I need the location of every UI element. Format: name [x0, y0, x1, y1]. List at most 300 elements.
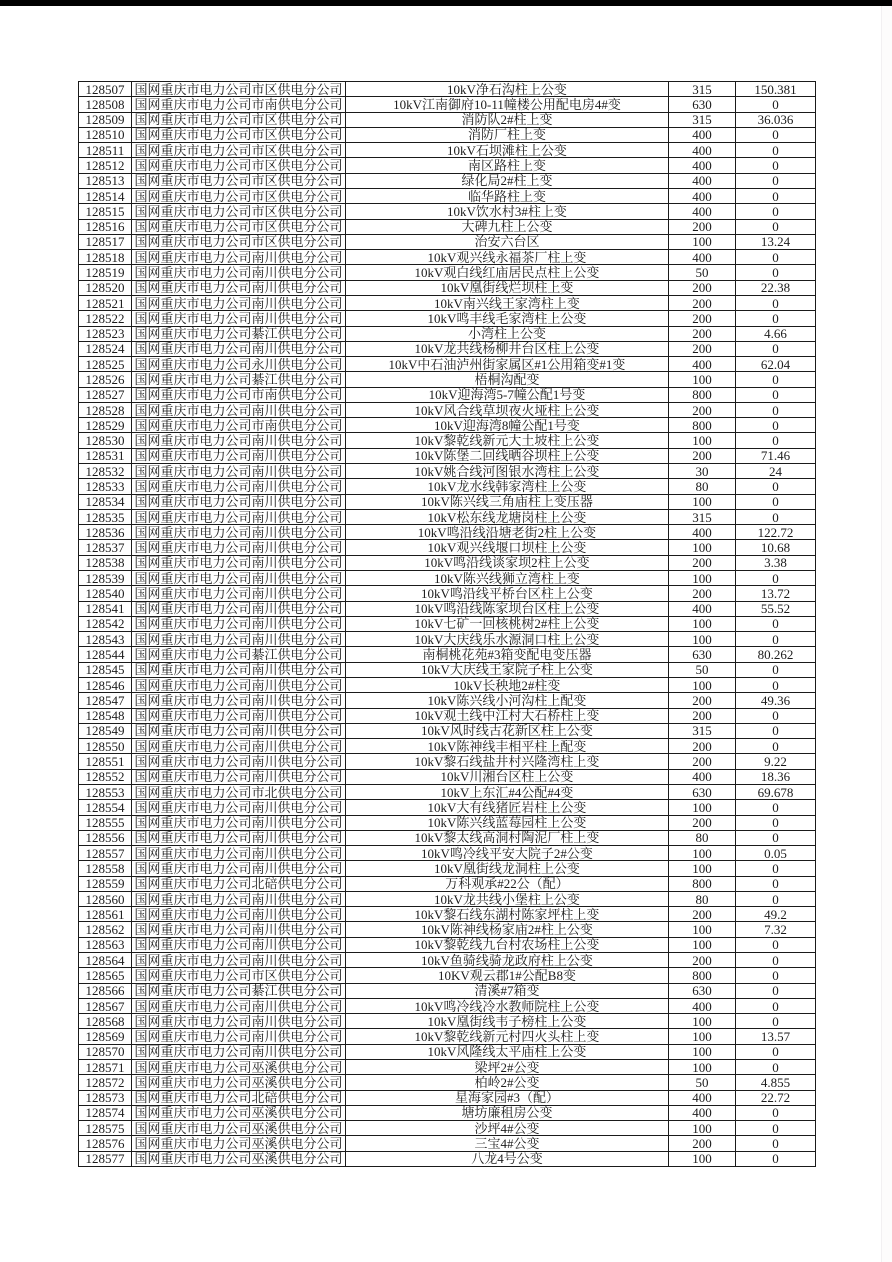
cell-company: 国网重庆市电力公司南川供电分公司	[132, 250, 346, 265]
cell-record-id: 128555	[79, 815, 132, 830]
cell-capacity: 80	[669, 830, 736, 845]
cell-value: 0	[736, 494, 816, 509]
cell-company: 国网重庆市电力公司南川供电分公司	[132, 662, 346, 677]
cell-capacity: 400	[669, 998, 736, 1013]
cell-record-id: 128571	[79, 1060, 132, 1075]
cell-equipment-name: 星海家园#3（配）	[346, 1090, 669, 1105]
cell-equipment-name: 10kV龙水线韩家湾柱上公变	[346, 479, 669, 494]
table-row	[79, 234, 816, 249]
cell-value: 7.32	[736, 922, 816, 937]
cell-record-id: 128544	[79, 647, 132, 662]
cell-capacity: 100	[669, 677, 736, 692]
cell-capacity: 800	[669, 418, 736, 433]
cell-record-id: 128577	[79, 1151, 132, 1166]
cell-record-id: 128511	[79, 143, 132, 158]
cell-company: 国网重庆市电力公司南川供电分公司	[132, 708, 346, 723]
cell-value: 0	[736, 998, 816, 1013]
cell-company: 国网重庆市电力公司北碚供电分公司	[132, 876, 346, 891]
table-row	[79, 1090, 816, 1105]
cell-capacity: 100	[669, 494, 736, 509]
cell-value: 0	[736, 341, 816, 356]
cell-value: 80.262	[736, 647, 816, 662]
cell-capacity: 800	[669, 387, 736, 402]
cell-equipment-name: 10kV南兴线王家湾柱上变	[346, 295, 669, 310]
cell-value: 0	[736, 265, 816, 280]
table-row	[79, 677, 816, 692]
cell-record-id: 128517	[79, 234, 132, 249]
cell-equipment-name: 10kV鸣沿线谈家坝2柱上公变	[346, 555, 669, 570]
table-row	[79, 846, 816, 861]
cell-company: 国网重庆市电力公司市区供电分公司	[132, 234, 346, 249]
cell-company: 国网重庆市电力公司南川供电分公司	[132, 754, 346, 769]
table-row	[79, 494, 816, 509]
cell-equipment-name: 10kV陈兴线三角庙柱上变压器	[346, 494, 669, 509]
table-row	[79, 158, 816, 173]
cell-capacity: 400	[669, 525, 736, 540]
table-row	[79, 311, 816, 326]
cell-capacity: 30	[669, 464, 736, 479]
cell-capacity: 100	[669, 937, 736, 952]
cell-record-id: 128558	[79, 861, 132, 876]
cell-company: 国网重庆市电力公司市区供电分公司	[132, 143, 346, 158]
cell-company: 国网重庆市电力公司南川供电分公司	[132, 571, 346, 586]
cell-company: 国网重庆市电力公司南川供电分公司	[132, 937, 346, 952]
cell-equipment-name: 10kV黎乾线新元大土坡柱上公变	[346, 433, 669, 448]
transformer-records-table	[78, 81, 816, 1167]
table-row	[79, 647, 816, 662]
cell-record-id: 128559	[79, 876, 132, 891]
cell-equipment-name: 10kV凰街线韦子榜柱上公变	[346, 1014, 669, 1029]
cell-capacity: 630	[669, 97, 736, 112]
cell-value: 0	[736, 739, 816, 754]
cell-company: 国网重庆市电力公司南川供电分公司	[132, 479, 346, 494]
cell-capacity: 200	[669, 907, 736, 922]
cell-capacity: 400	[669, 1090, 736, 1105]
cell-record-id: 128563	[79, 937, 132, 952]
cell-company: 国网重庆市电力公司南川供电分公司	[132, 280, 346, 295]
cell-value: 0	[736, 143, 816, 158]
cell-equipment-name: 10kV七矿一回核桃树2#柱上公变	[346, 616, 669, 631]
cell-record-id: 128545	[79, 662, 132, 677]
cell-equipment-name: 大碑九柱上公变	[346, 219, 669, 234]
cell-value: 0	[736, 1060, 816, 1075]
cell-capacity: 400	[669, 143, 736, 158]
cell-company: 国网重庆市电力公司南川供电分公司	[132, 295, 346, 310]
table-row	[79, 341, 816, 356]
cell-value: 0	[736, 387, 816, 402]
cell-value: 49.36	[736, 693, 816, 708]
table-row	[79, 97, 816, 112]
cell-equipment-name: 10kV长秧地2#柱变	[346, 677, 669, 692]
cell-company: 国网重庆市电力公司市南供电分公司	[132, 387, 346, 402]
cell-company: 国网重庆市电力公司市区供电分公司	[132, 127, 346, 142]
cell-company: 国网重庆市电力公司綦江供电分公司	[132, 372, 346, 387]
cell-equipment-name: 10kV龙共线杨柳井台区柱上公变	[346, 341, 669, 356]
cell-company: 国网重庆市电力公司綦江供电分公司	[132, 983, 346, 998]
cell-equipment-name: 10kV观兴线堰口坝柱上公变	[346, 540, 669, 555]
table-row	[79, 616, 816, 631]
cell-record-id: 128573	[79, 1090, 132, 1105]
cell-value: 0	[736, 1121, 816, 1136]
cell-value: 0	[736, 953, 816, 968]
cell-value: 0	[736, 250, 816, 265]
cell-equipment-name: 10kV鸣丰线毛家湾柱上公变	[346, 311, 669, 326]
cell-value: 0	[736, 891, 816, 906]
cell-equipment-name: 10kV观土线中江村大石桥柱上变	[346, 708, 669, 723]
cell-record-id: 128556	[79, 830, 132, 845]
cell-equipment-name: 10kV松东线龙塘岗柱上公变	[346, 509, 669, 524]
cell-equipment-name: 10kV观白线红庙居民点柱上公变	[346, 265, 669, 280]
table-row	[79, 815, 816, 830]
cell-company: 国网重庆市电力公司巫溪供电分公司	[132, 1075, 346, 1090]
cell-capacity: 100	[669, 800, 736, 815]
cell-capacity: 100	[669, 1060, 736, 1075]
cell-value: 0	[736, 861, 816, 876]
cell-company: 国网重庆市电力公司南川供电分公司	[132, 311, 346, 326]
cell-equipment-name: 10kV迎海湾5-7幢公配1号变	[346, 387, 669, 402]
table-row	[79, 800, 816, 815]
table-row	[79, 998, 816, 1013]
cell-record-id: 128566	[79, 983, 132, 998]
cell-capacity: 100	[669, 433, 736, 448]
cell-value: 0	[736, 97, 816, 112]
cell-capacity: 200	[669, 739, 736, 754]
cell-capacity: 100	[669, 1029, 736, 1044]
cell-company: 国网重庆市电力公司南川供电分公司	[132, 494, 346, 509]
cell-capacity: 315	[669, 723, 736, 738]
cell-company: 国网重庆市电力公司市区供电分公司	[132, 968, 346, 983]
cell-capacity: 200	[669, 708, 736, 723]
cell-equipment-name: 10kV石坝滩柱上公变	[346, 143, 669, 158]
cell-record-id: 128551	[79, 754, 132, 769]
cell-equipment-name: 10kV大庆线王家院子柱上公变	[346, 662, 669, 677]
cell-company: 国网重庆市电力公司南川供电分公司	[132, 341, 346, 356]
cell-equipment-name: 10kV陈兴线小河沟柱上配变	[346, 693, 669, 708]
cell-capacity: 100	[669, 616, 736, 631]
table-row	[79, 662, 816, 677]
cell-record-id: 128576	[79, 1136, 132, 1151]
cell-equipment-name: 柏岭2#公变	[346, 1075, 669, 1090]
table-row	[79, 1121, 816, 1136]
table-row	[79, 173, 816, 188]
table-row	[79, 723, 816, 738]
cell-record-id: 128523	[79, 326, 132, 341]
cell-equipment-name: 南区路柱上变	[346, 158, 669, 173]
cell-equipment-name: 10kV凰街线烂坝柱上变	[346, 280, 669, 295]
cell-record-id: 128565	[79, 968, 132, 983]
cell-value: 150.381	[736, 82, 816, 97]
table-row	[79, 127, 816, 142]
cell-record-id: 128543	[79, 632, 132, 647]
table-row	[79, 295, 816, 310]
cell-equipment-name: 梁坪2#公变	[346, 1060, 669, 1075]
cell-record-id: 128549	[79, 723, 132, 738]
cell-equipment-name: 临华路柱上变	[346, 188, 669, 203]
cell-capacity: 400	[669, 188, 736, 203]
cell-value: 10.68	[736, 540, 816, 555]
table-row	[79, 830, 816, 845]
cell-company: 国网重庆市电力公司市南供电分公司	[132, 418, 346, 433]
cell-record-id: 128564	[79, 953, 132, 968]
cell-value: 0	[736, 983, 816, 998]
cell-value: 0	[736, 723, 816, 738]
table-row	[79, 326, 816, 341]
table-row	[79, 1075, 816, 1090]
cell-company: 国网重庆市电力公司巫溪供电分公司	[132, 1060, 346, 1075]
cell-equipment-name: 10kV龙共线小堡柱上公变	[346, 891, 669, 906]
cell-company: 国网重庆市电力公司南川供电分公司	[132, 815, 346, 830]
cell-company: 国网重庆市电力公司南川供电分公司	[132, 433, 346, 448]
cell-record-id: 128552	[79, 769, 132, 784]
cell-value: 0	[736, 372, 816, 387]
cell-equipment-name: 塘坊廉租房公变	[346, 1105, 669, 1120]
cell-record-id: 128550	[79, 739, 132, 754]
table-row	[79, 769, 816, 784]
cell-value: 0	[736, 509, 816, 524]
cell-equipment-name: 10kV陈兴线狮立湾柱上变	[346, 571, 669, 586]
table-row	[79, 418, 816, 433]
cell-value: 0	[736, 1014, 816, 1029]
cell-capacity: 630	[669, 983, 736, 998]
table-row	[79, 937, 816, 952]
cell-company: 国网重庆市电力公司市区供电分公司	[132, 158, 346, 173]
cell-company: 国网重庆市电力公司南川供电分公司	[132, 830, 346, 845]
cell-company: 国网重庆市电力公司市南供电分公司	[132, 97, 346, 112]
cell-record-id: 128572	[79, 1075, 132, 1090]
cell-capacity: 200	[669, 402, 736, 417]
cell-capacity: 200	[669, 219, 736, 234]
cell-company: 国网重庆市电力公司南川供电分公司	[132, 846, 346, 861]
table-row	[79, 968, 816, 983]
cell-value: 18.36	[736, 769, 816, 784]
table-row	[79, 586, 816, 601]
table-row	[79, 448, 816, 463]
cell-company: 国网重庆市电力公司南川供电分公司	[132, 402, 346, 417]
cell-company: 国网重庆市电力公司市北供电分公司	[132, 784, 346, 799]
cell-capacity: 400	[669, 769, 736, 784]
table-row	[79, 250, 816, 265]
cell-record-id: 128514	[79, 188, 132, 203]
cell-company: 国网重庆市电力公司南川供电分公司	[132, 769, 346, 784]
cell-record-id: 128512	[79, 158, 132, 173]
cell-value: 0	[736, 876, 816, 891]
table-row	[79, 540, 816, 555]
cell-value: 0	[736, 937, 816, 952]
cell-company: 国网重庆市电力公司巫溪供电分公司	[132, 1105, 346, 1120]
cell-company: 国网重庆市电力公司南川供电分公司	[132, 509, 346, 524]
cell-company: 国网重庆市电力公司巫溪供电分公司	[132, 1121, 346, 1136]
table-row	[79, 219, 816, 234]
cell-record-id: 128515	[79, 204, 132, 219]
cell-equipment-name: 10kV黎石线盐井村兴隆湾柱上变	[346, 754, 669, 769]
cell-record-id: 128516	[79, 219, 132, 234]
cell-value: 4.855	[736, 1075, 816, 1090]
cell-capacity: 315	[669, 509, 736, 524]
cell-value: 0	[736, 632, 816, 647]
cell-company: 国网重庆市电力公司南川供电分公司	[132, 907, 346, 922]
cell-value: 13.57	[736, 1029, 816, 1044]
cell-equipment-name: 10kV江南御府10-11幢楼公用配电房4#变	[346, 97, 669, 112]
cell-value: 0	[736, 433, 816, 448]
cell-equipment-name: 10kV鸣沿线陈家坝台区柱上公变	[346, 601, 669, 616]
cell-capacity: 100	[669, 372, 736, 387]
cell-capacity: 400	[669, 158, 736, 173]
cell-record-id: 128548	[79, 708, 132, 723]
cell-record-id: 128542	[79, 616, 132, 631]
page-right-edge	[881, 6, 892, 1262]
cell-company: 国网重庆市电力公司南川供电分公司	[132, 723, 346, 738]
cell-record-id: 128541	[79, 601, 132, 616]
table-row	[79, 280, 816, 295]
cell-record-id: 128547	[79, 693, 132, 708]
table-row	[79, 188, 816, 203]
cell-capacity: 200	[669, 693, 736, 708]
cell-company: 国网重庆市电力公司巫溪供电分公司	[132, 1151, 346, 1166]
cell-equipment-name: 10kV陈神线杨家庙2#柱上公变	[346, 922, 669, 937]
table-row	[79, 739, 816, 754]
cell-record-id: 128534	[79, 494, 132, 509]
cell-record-id: 128528	[79, 402, 132, 417]
table-row	[79, 1044, 816, 1059]
table-row	[79, 1136, 816, 1151]
cell-record-id: 128539	[79, 571, 132, 586]
cell-equipment-name: 消防队2#柱上变	[346, 112, 669, 127]
table-row	[79, 204, 816, 219]
cell-value: 13.24	[736, 234, 816, 249]
cell-value: 3.38	[736, 555, 816, 570]
cell-equipment-name: 八龙4号公变	[346, 1151, 669, 1166]
cell-value: 0.05	[736, 846, 816, 861]
cell-value: 0	[736, 295, 816, 310]
table-row	[79, 1029, 816, 1044]
cell-record-id: 128570	[79, 1044, 132, 1059]
cell-capacity: 315	[669, 82, 736, 97]
cell-capacity: 200	[669, 341, 736, 356]
cell-value: 0	[736, 1105, 816, 1120]
cell-record-id: 128554	[79, 800, 132, 815]
cell-capacity: 400	[669, 357, 736, 372]
cell-company: 国网重庆市电力公司市区供电分公司	[132, 219, 346, 234]
cell-record-id: 128537	[79, 540, 132, 555]
cell-company: 国网重庆市电力公司北碚供电分公司	[132, 1090, 346, 1105]
cell-company: 国网重庆市电力公司市区供电分公司	[132, 173, 346, 188]
cell-equipment-name: 10kV大庆线乐水源洞口柱上公变	[346, 632, 669, 647]
cell-capacity: 400	[669, 204, 736, 219]
cell-equipment-name: 消防厂柱上变	[346, 127, 669, 142]
cell-equipment-name: 10kV风合线草坝夜火垭柱上公变	[346, 402, 669, 417]
cell-capacity: 100	[669, 1044, 736, 1059]
cell-value: 0	[736, 188, 816, 203]
cell-value: 0	[736, 204, 816, 219]
cell-capacity: 400	[669, 173, 736, 188]
cell-value: 0	[736, 1044, 816, 1059]
table-row	[79, 143, 816, 158]
cell-value: 62.04	[736, 357, 816, 372]
cell-equipment-name: 10kV黎乾线新元村四火头柱上变	[346, 1029, 669, 1044]
cell-company: 国网重庆市电力公司南川供电分公司	[132, 448, 346, 463]
cell-record-id: 128536	[79, 525, 132, 540]
cell-value: 0	[736, 708, 816, 723]
table-row	[79, 525, 816, 540]
table-row	[79, 693, 816, 708]
cell-capacity: 200	[669, 953, 736, 968]
table-body	[79, 82, 816, 1167]
cell-company: 国网重庆市电力公司巫溪供电分公司	[132, 1136, 346, 1151]
cell-record-id: 128518	[79, 250, 132, 265]
cell-record-id: 128524	[79, 341, 132, 356]
table-row	[79, 983, 816, 998]
cell-record-id: 128540	[79, 586, 132, 601]
table-row	[79, 907, 816, 922]
cell-capacity: 400	[669, 1105, 736, 1120]
cell-value: 0	[736, 479, 816, 494]
table-row	[79, 601, 816, 616]
cell-company: 国网重庆市电力公司南川供电分公司	[132, 586, 346, 601]
cell-record-id: 128531	[79, 448, 132, 463]
cell-record-id: 128508	[79, 97, 132, 112]
table-row	[79, 754, 816, 769]
cell-equipment-name: 10kV上东汇#4公配#4变	[346, 784, 669, 799]
table-row	[79, 265, 816, 280]
cell-capacity: 100	[669, 1014, 736, 1029]
cell-company: 国网重庆市电力公司南川供电分公司	[132, 540, 346, 555]
cell-record-id: 128527	[79, 387, 132, 402]
cell-equipment-name: 三宝4#公变	[346, 1136, 669, 1151]
table-row	[79, 632, 816, 647]
cell-record-id: 128569	[79, 1029, 132, 1044]
cell-capacity: 200	[669, 754, 736, 769]
cell-equipment-name: 治安六台区	[346, 234, 669, 249]
cell-capacity: 100	[669, 846, 736, 861]
cell-equipment-name: 沙坪4#公变	[346, 1121, 669, 1136]
cell-value: 0	[736, 158, 816, 173]
cell-record-id: 128526	[79, 372, 132, 387]
cell-company: 国网重庆市电力公司南川供电分公司	[132, 861, 346, 876]
cell-company: 国网重庆市电力公司南川供电分公司	[132, 1014, 346, 1029]
cell-capacity: 630	[669, 647, 736, 662]
table-row	[79, 464, 816, 479]
cell-equipment-name: 10kV黎乾线九台村农场柱上公变	[346, 937, 669, 952]
cell-value: 122.72	[736, 525, 816, 540]
cell-company: 国网重庆市电力公司市区供电分公司	[132, 112, 346, 127]
cell-company: 国网重庆市电力公司南川供电分公司	[132, 1029, 346, 1044]
cell-record-id: 128553	[79, 784, 132, 799]
cell-capacity: 100	[669, 1121, 736, 1136]
table-row	[79, 433, 816, 448]
cell-capacity: 800	[669, 968, 736, 983]
cell-company: 国网重庆市电力公司南川供电分公司	[132, 464, 346, 479]
cell-value: 0	[736, 402, 816, 417]
cell-equipment-name: 10kV鸣沿线沿塘老街2柱上公变	[346, 525, 669, 540]
cell-company: 国网重庆市电力公司南川供电分公司	[132, 677, 346, 692]
cell-value: 0	[736, 830, 816, 845]
cell-record-id: 128561	[79, 907, 132, 922]
cell-value: 24	[736, 464, 816, 479]
cell-company: 国网重庆市电力公司南川供电分公司	[132, 800, 346, 815]
table-row	[79, 861, 816, 876]
cell-capacity: 200	[669, 1136, 736, 1151]
cell-record-id: 128532	[79, 464, 132, 479]
table-row	[79, 112, 816, 127]
cell-record-id: 128562	[79, 922, 132, 937]
cell-record-id: 128529	[79, 418, 132, 433]
cell-value: 0	[736, 418, 816, 433]
table-row	[79, 784, 816, 799]
cell-record-id: 128567	[79, 998, 132, 1013]
cell-capacity: 50	[669, 1075, 736, 1090]
cell-value: 0	[736, 1136, 816, 1151]
cell-value: 0	[736, 677, 816, 692]
